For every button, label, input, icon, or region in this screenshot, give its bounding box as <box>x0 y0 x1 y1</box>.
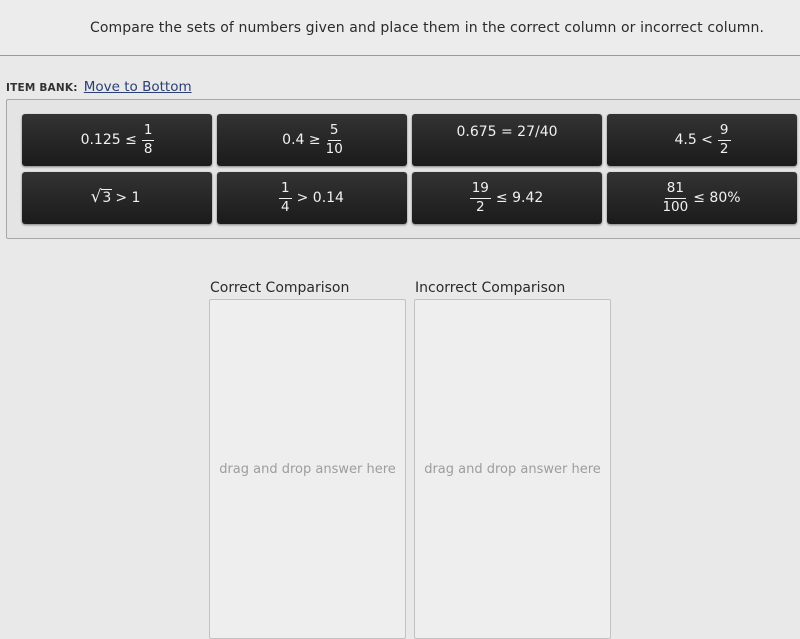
tile-prefix: 0.4 ≥ <box>282 132 321 148</box>
answer-tile[interactable] <box>607 114 797 166</box>
fraction-denominator: 10 <box>325 140 343 157</box>
tile-prefix: 0.125 ≤ <box>80 132 137 148</box>
answer-tile[interactable] <box>607 172 797 224</box>
tile-fraction <box>326 124 343 156</box>
fraction-numerator: 81 <box>665 182 686 199</box>
correct-dropzone[interactable] <box>209 299 406 639</box>
tile-suffix: > 1 <box>115 190 141 206</box>
incorrect-dropzone[interactable] <box>414 299 611 639</box>
tile-suffix: > 0.14 <box>296 190 344 206</box>
answer-tile[interactable] <box>22 114 212 166</box>
answer-tile[interactable] <box>412 172 602 224</box>
square-root <box>91 189 113 206</box>
fraction-denominator: 4 <box>281 198 290 215</box>
tile-fraction <box>718 124 731 156</box>
fraction-denominator: 8 <box>143 140 153 157</box>
tile-prefix: 4.5 < <box>674 132 713 148</box>
fraction-numerator: 9 <box>718 124 731 141</box>
tile-fraction <box>662 182 688 214</box>
fraction-denominator: 2 <box>719 140 729 157</box>
tile-fraction <box>470 182 491 214</box>
item-bank-panel <box>6 99 800 239</box>
answer-tile[interactable] <box>217 172 407 224</box>
fraction-numerator: 1 <box>279 182 292 199</box>
move-to-bottom-link[interactable]: Move to Bottom <box>83 79 192 95</box>
fraction-numerator: 1 <box>142 124 155 141</box>
fraction-numerator: 19 <box>470 182 491 199</box>
incorrect-column-title: Incorrect Comparison <box>415 280 566 296</box>
tile-fraction <box>142 124 155 156</box>
tile-text: 0.675 = 27/40 <box>456 124 558 140</box>
dropzone-placeholder: drag and drop answer here <box>219 462 396 477</box>
radical-sign: √ <box>90 187 102 208</box>
tile-fraction <box>279 182 292 214</box>
instructions-bar <box>0 0 800 56</box>
answer-tile[interactable] <box>217 114 407 166</box>
answer-tile[interactable] <box>412 114 602 166</box>
fraction-denominator: 2 <box>476 198 485 215</box>
radicand: 3 <box>102 190 112 207</box>
instructions-text: Compare the sets of numbers given and place them in the correct column or incorrect column. <box>90 20 765 36</box>
item-bank-label: ITEM BANK: <box>6 82 78 94</box>
tile-suffix: ≤ 80% <box>693 190 741 206</box>
item-bank-header <box>6 79 192 97</box>
correct-column-title: Correct Comparison <box>210 280 350 296</box>
dropzone-placeholder: drag and drop answer here <box>424 462 601 477</box>
tile-suffix: ≤ 9.42 <box>495 190 544 206</box>
answer-tile[interactable] <box>22 172 212 224</box>
fraction-numerator: 5 <box>328 124 341 141</box>
fraction-denominator: 100 <box>662 198 689 215</box>
